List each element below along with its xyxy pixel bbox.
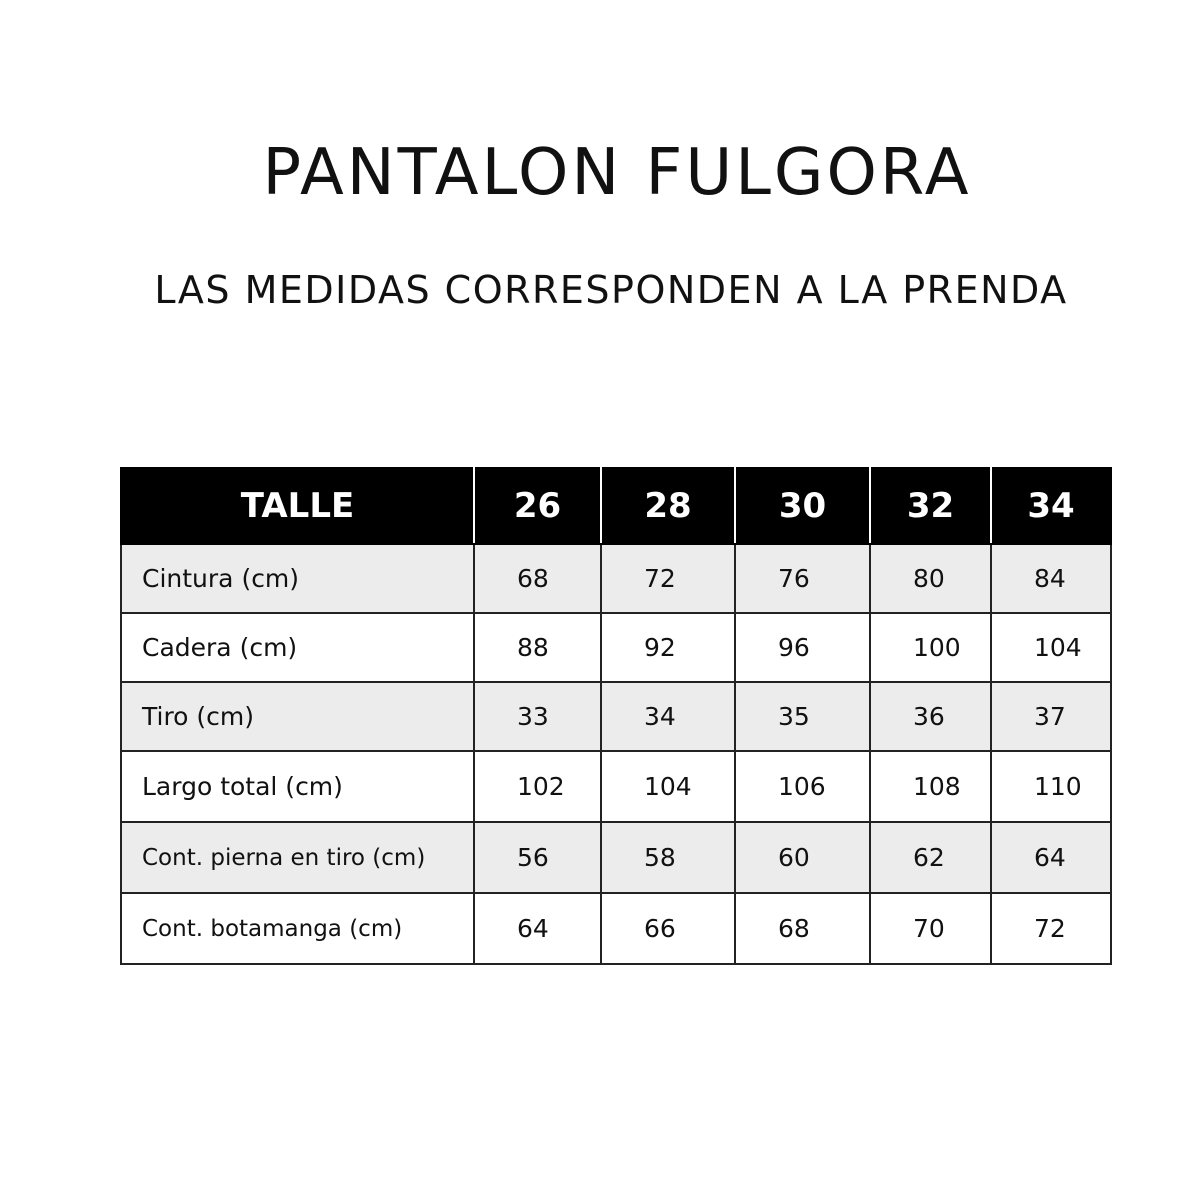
header-cell-talle: TALLE bbox=[121, 468, 474, 544]
row-label: Cadera (cm) bbox=[121, 613, 474, 682]
table-cell: 88 bbox=[474, 613, 601, 682]
table-cell: 84 bbox=[991, 544, 1111, 613]
table-cell: 72 bbox=[601, 544, 735, 613]
table-cell: 35 bbox=[735, 682, 870, 751]
page-title: PANTALON FULGORA bbox=[262, 136, 972, 210]
size-chart-table bbox=[120, 467, 1112, 965]
table-row-tiro bbox=[121, 682, 1111, 751]
header-cell-size-30: 30 bbox=[735, 468, 870, 544]
table-cell: 36 bbox=[870, 682, 991, 751]
table-row-cintura bbox=[121, 544, 1111, 613]
header-cell-size-34: 34 bbox=[991, 468, 1111, 544]
table-cell: 104 bbox=[601, 751, 735, 822]
table-cell: 100 bbox=[870, 613, 991, 682]
table-cell: 108 bbox=[870, 751, 991, 822]
table-header-row bbox=[121, 468, 1111, 544]
table-cell: 96 bbox=[735, 613, 870, 682]
table-cell: 106 bbox=[735, 751, 870, 822]
table-cell: 66 bbox=[601, 893, 735, 964]
header-cell-size-32: 32 bbox=[870, 468, 991, 544]
row-label: Cintura (cm) bbox=[121, 544, 474, 613]
table-cell: 104 bbox=[991, 613, 1111, 682]
table-cell: 68 bbox=[735, 893, 870, 964]
table-cell: 62 bbox=[870, 822, 991, 893]
table-row-cont-botamanga bbox=[121, 893, 1111, 964]
table-cell: 64 bbox=[474, 893, 601, 964]
table-cell: 68 bbox=[474, 544, 601, 613]
table-cell: 72 bbox=[991, 893, 1111, 964]
table-cell: 60 bbox=[735, 822, 870, 893]
table-cell: 80 bbox=[870, 544, 991, 613]
page-subtitle: LAS MEDIDAS CORRESPONDEN A LA PRENDA bbox=[154, 268, 1068, 312]
table-cell: 37 bbox=[991, 682, 1111, 751]
table-row-cadera bbox=[121, 613, 1111, 682]
table-cell: 76 bbox=[735, 544, 870, 613]
row-label: Tiro (cm) bbox=[121, 682, 474, 751]
table-row-largo-total bbox=[121, 751, 1111, 822]
table-cell: 110 bbox=[991, 751, 1111, 822]
table-cell: 70 bbox=[870, 893, 991, 964]
row-label: Largo total (cm) bbox=[121, 751, 474, 822]
row-label: Cont. pierna en tiro (cm) bbox=[121, 822, 474, 893]
table-row-cont-pierna bbox=[121, 822, 1111, 893]
table-cell: 56 bbox=[474, 822, 601, 893]
table-cell: 102 bbox=[474, 751, 601, 822]
header-cell-size-26: 26 bbox=[474, 468, 601, 544]
table-cell: 64 bbox=[991, 822, 1111, 893]
table-cell: 92 bbox=[601, 613, 735, 682]
table-cell: 58 bbox=[601, 822, 735, 893]
table-cell: 34 bbox=[601, 682, 735, 751]
header-cell-size-28: 28 bbox=[601, 468, 735, 544]
table-cell: 33 bbox=[474, 682, 601, 751]
row-label: Cont. botamanga (cm) bbox=[121, 893, 474, 964]
